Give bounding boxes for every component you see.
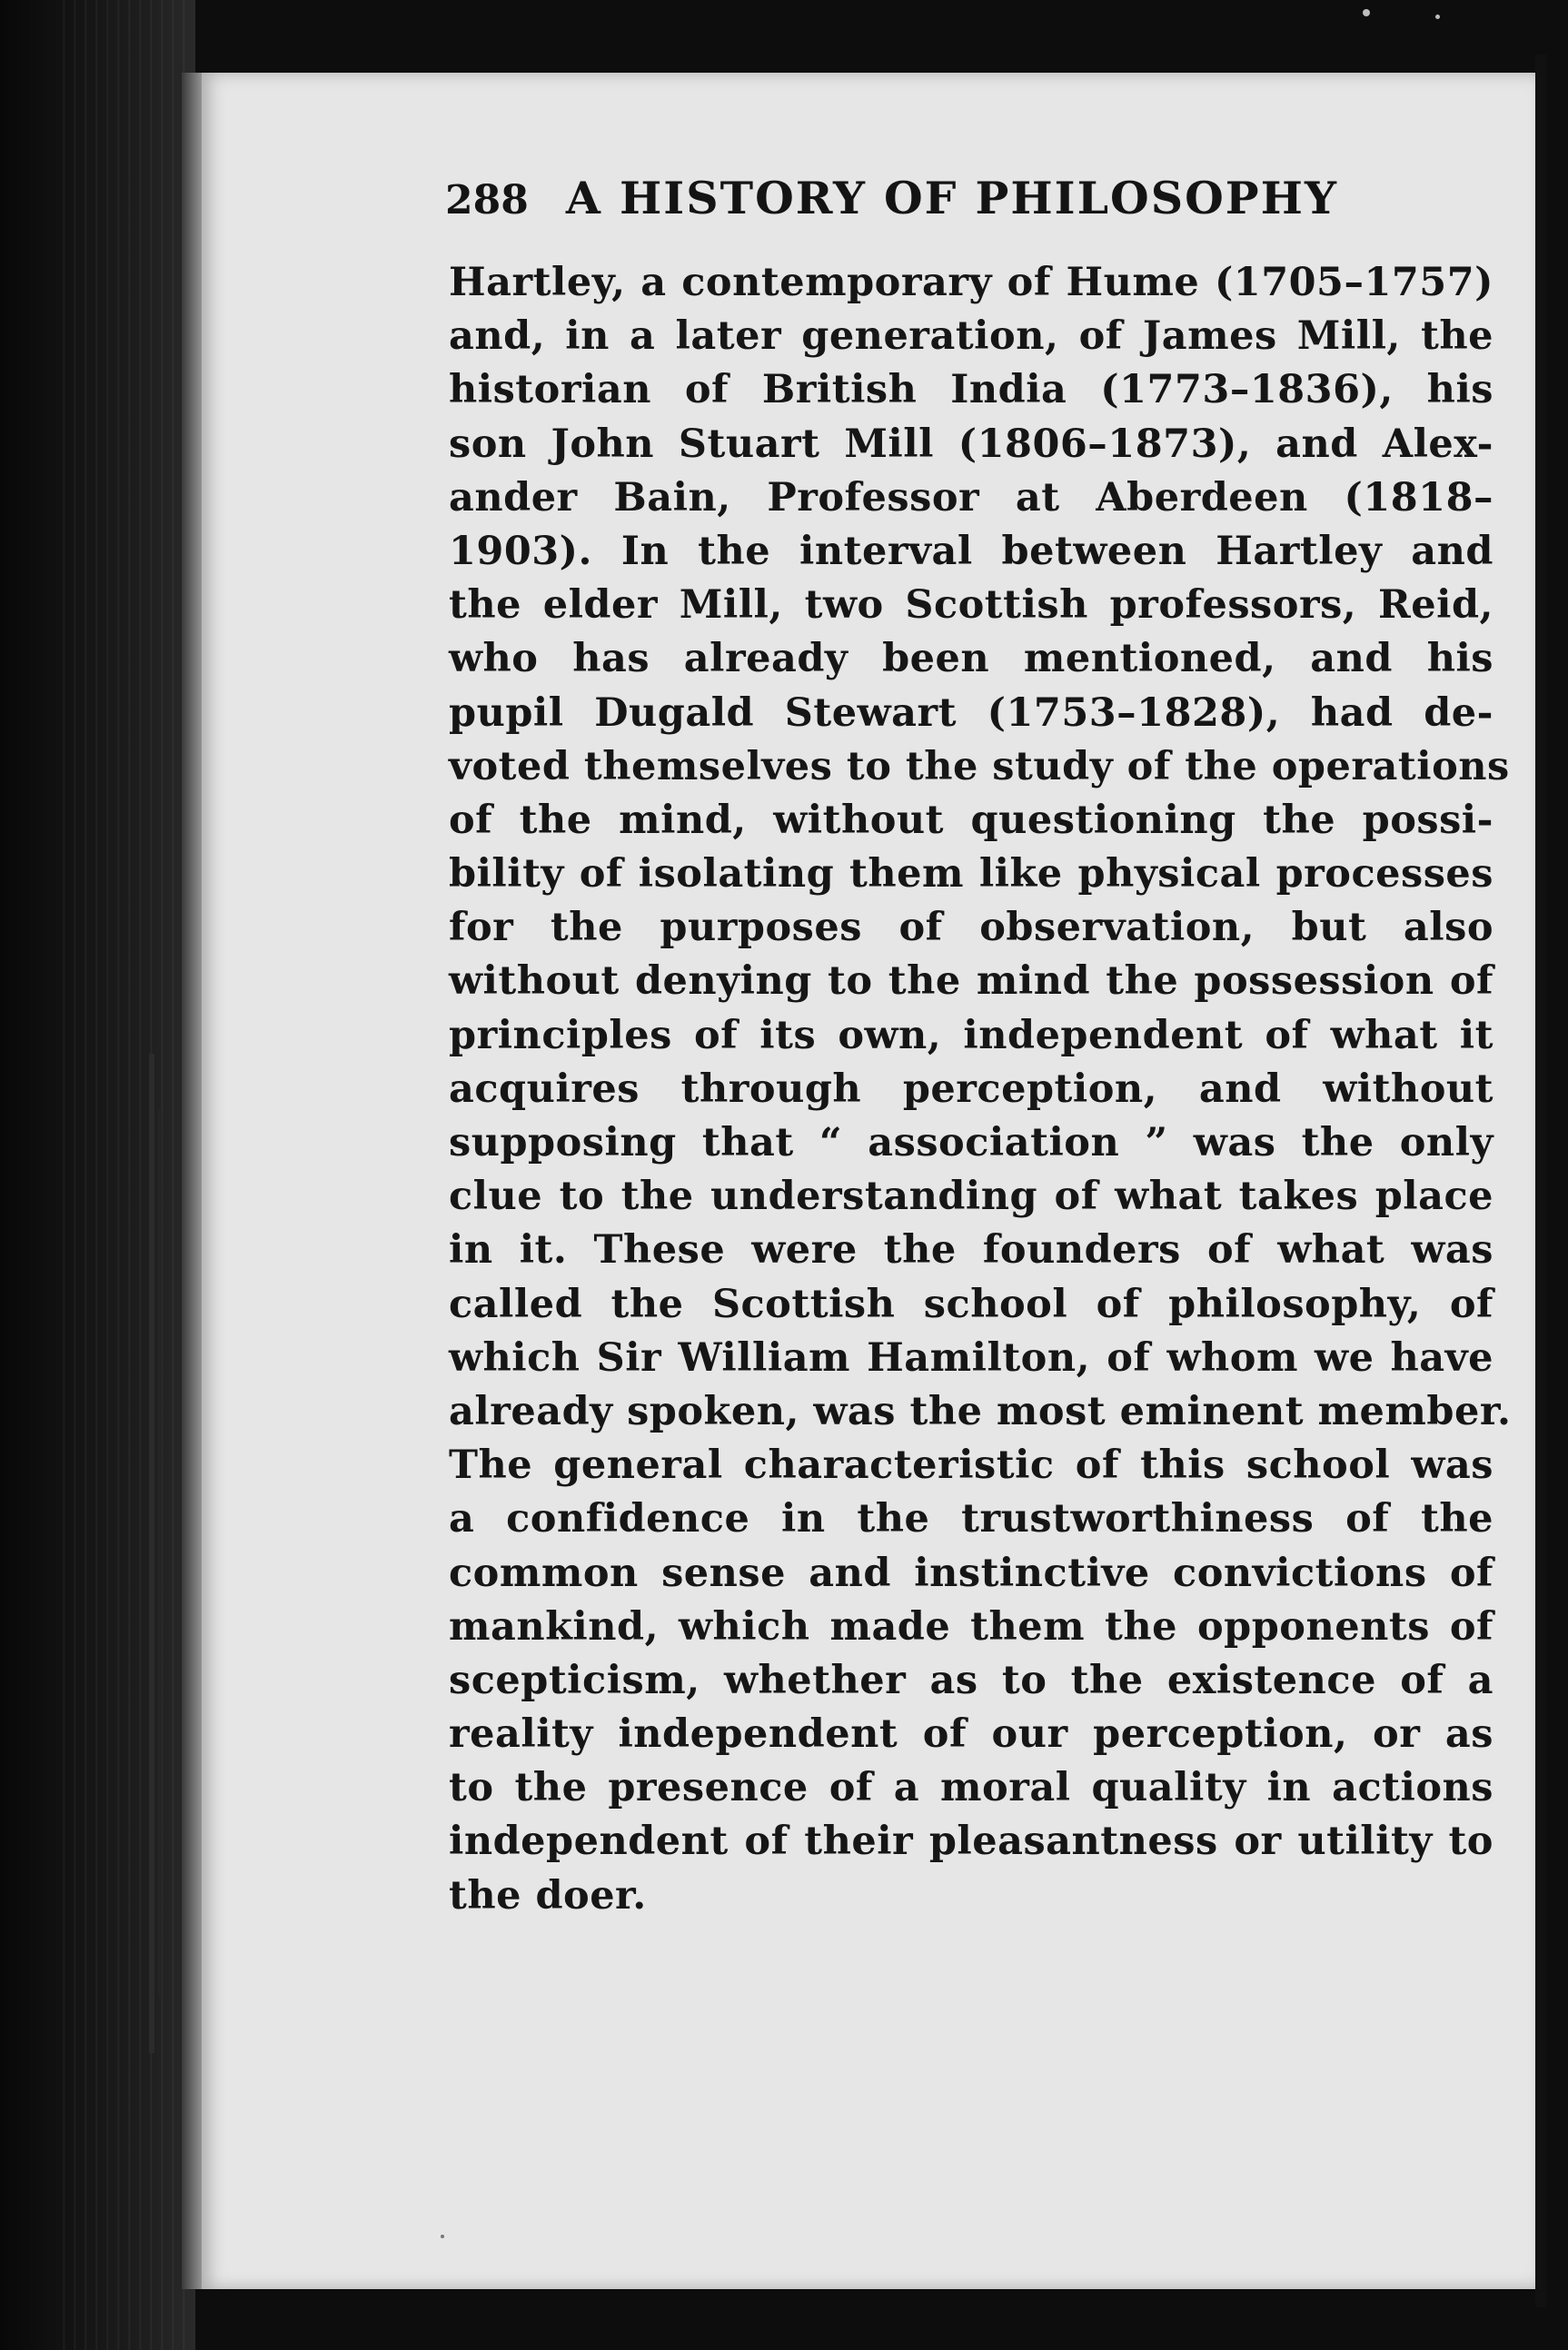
text-line: supposing that “ association ” was the only — [449, 1120, 1494, 1165]
text-line: clue to the understanding of what takes place — [449, 1174, 1494, 1220]
text-line: without denying to the mind the possession of — [449, 958, 1494, 1005]
text-line: scepticism, whether as to the existence of a — [449, 1657, 1494, 1703]
text-line: principles of its own, independent of what it — [449, 1012, 1494, 1058]
paragraph — [449, 256, 1512, 1923]
running-title: A HISTORY OF PHILOSOPHY — [565, 172, 1338, 224]
text-line: called the Scottish school of philosophy, of — [449, 1281, 1494, 1327]
text-line: a confidence in the trustworthiness of the — [449, 1496, 1494, 1542]
scan-speck — [1363, 9, 1370, 16]
text-line: pupil Dugald Stewart (1753–1828), had de- — [449, 689, 1494, 736]
text-line: independent of their pleasantness or utility to — [449, 1819, 1494, 1865]
text-line: reality independent of our perception, or as — [449, 1711, 1494, 1758]
text-line: voted themselves to the study of the operations — [449, 743, 1510, 789]
page-right-border — [1535, 55, 1546, 2307]
running-header — [445, 165, 1408, 231]
text-line: to the presence of a moral quality in actions — [449, 1765, 1494, 1811]
text-line: bility of isolating them like physical processes — [449, 851, 1494, 897]
text-line: son John Stuart Mill (1806–1873), and Alex- — [449, 421, 1494, 467]
text-line: common sense and instinctive convictions of — [449, 1550, 1494, 1596]
text-line: for the purposes of observation, but also — [449, 905, 1494, 951]
page-number: 288 — [445, 177, 529, 223]
library-stamp-mark — [136, 1054, 173, 2053]
text-line: ander Bain, Professor at Aberdeen (1818– — [449, 474, 1494, 521]
text-line: The general characteristic of this school was — [449, 1443, 1494, 1489]
scan-speck — [1435, 15, 1440, 19]
text-line: the elder Mill, two Scottish professors, Reid, — [449, 582, 1494, 629]
text-line: the doer. — [449, 1872, 647, 1919]
scan-mark — [441, 2235, 444, 2238]
text-line: who has already been mentioned, and his — [449, 636, 1494, 682]
text-line: already spoken, was the most eminent member. — [449, 1388, 1512, 1434]
text-line: acquires through perception, and without — [449, 1066, 1494, 1112]
text-line: in it. These were the founders of what was — [449, 1227, 1494, 1274]
text-line: which Sir William Hamilton, of whom we have — [449, 1334, 1494, 1381]
text-line: Hartley, a contemporary of Hume (1705–1757) — [449, 260, 1494, 305]
text-line: historian of British India (1773–1836), his — [449, 367, 1494, 413]
text-line: mankind, which made them the opponents of — [449, 1603, 1494, 1650]
text-line: of the mind, without questioning the possi- — [449, 797, 1494, 843]
text-line: and, in a later generation, of James Mill, the — [449, 313, 1494, 360]
text-line: 1903). In the interval between Hartley and — [449, 528, 1494, 574]
